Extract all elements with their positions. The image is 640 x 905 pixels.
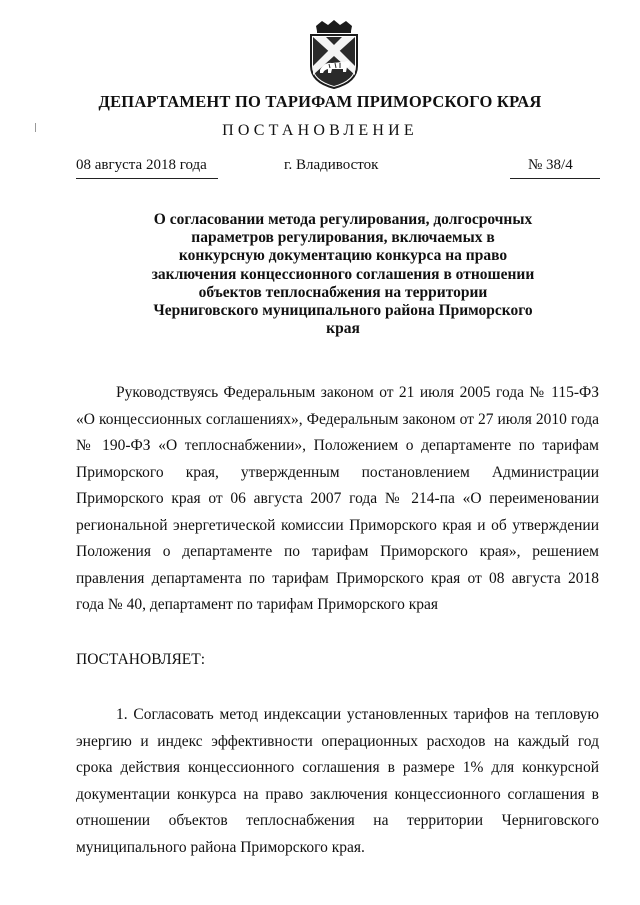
preamble-paragraph: Руководствуясь Федеральным законом от 21 июля 2005 года № 115-ФЗ «О концессионных соглашениях», Федеральным законом от 27 июля 2010 года № 190-ФЗ «О теплоснабжении», Положением о департаменте по тарифам Приморского края, утвержденным постановлением Администрации Приморского края от 06 августа 2007 года № 214-па «О переименовании региональной энергетической комиссии Приморского края и об утверждении Положения о департаменте по тарифам Приморского края», решением правления департамента по тарифам Приморского края от 08 августа 2018 года № 40, департамент по тарифам Приморского края <box>76 384 599 613</box>
document-city: г. Владивосток <box>284 157 379 173</box>
date-underline <box>76 178 218 179</box>
document-number: № 38/4 <box>528 157 573 173</box>
coat-of-arms-icon <box>302 20 366 90</box>
department-name: ДЕПАРТАМЕНТ ПО ТАРИФАМ ПРИМОРСКОГО КРАЯ <box>98 92 542 111</box>
document-title: О согласовании метода регулирования, долгосрочных параметров регулирования, включаемых в конкурсную документацию конкурса на право заключения концессионного соглашения в отношении объектов теплоснабжения на территории Черниговского муниципального района Приморского края <box>151 211 535 338</box>
document-type: ПОСТАНОВЛЕНИЕ <box>222 122 418 139</box>
item-1-paragraph: 1. Согласовать метод индексации установленных тарифов на тепловую энергию и индекс эффективности операционных расходов на каждый год срока действия концессионного соглашения в размере 1% для конкурсной документации конкурса на право заключения концессионного соглашения в отношении объектов теплоснабжения на территории Черниговского муниципального района Приморского края. <box>76 706 599 856</box>
number-underline <box>510 178 600 179</box>
resolve-heading: ПОСТАНОВЛЯЕТ: <box>76 651 206 668</box>
document-date: 08 августа 2018 года <box>76 157 207 173</box>
